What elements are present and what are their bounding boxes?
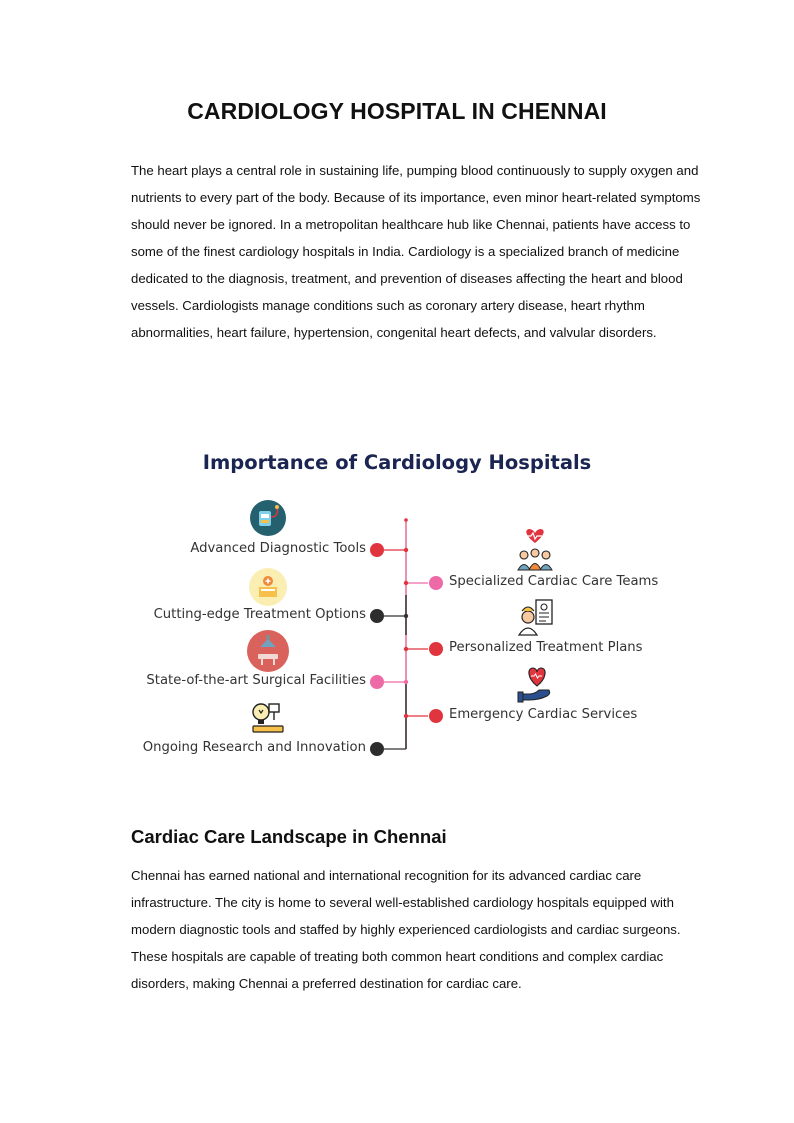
item-label-emergency: Emergency Cardiac Services (449, 707, 638, 722)
timeline-dot (429, 576, 443, 590)
item-label-care-teams: Specialized Cardiac Care Teams (449, 574, 659, 589)
surgical-lamp-icon (246, 629, 290, 678)
heart-in-hand-icon (517, 664, 555, 709)
treatment-plan-icon (516, 597, 556, 642)
item-label-diagnostic: Advanced Diagnostic Tools (190, 541, 366, 556)
infographic-title: Importance of Cardiology Hospitals (202, 451, 592, 474)
timeline-dot (429, 642, 443, 656)
section-paragraph: Chennai has earned national and international recognition for its advanced cardiac care infrastructure. The city is home to several well-established cardiology hospitals equipped with modern diagnostic tools and staffed by highly experienced cardiologists and cardiac surgeons. These hospitals are capable of treating both common heart conditions and complex cardiac disorders, making Chennai a preferred destination for cardiac care. (131, 868, 681, 991)
care-team-icon (516, 529, 554, 576)
timeline-dot (370, 742, 384, 756)
timeline-dot (370, 609, 384, 623)
timeline-dot (370, 543, 384, 557)
timeline-dot (429, 709, 443, 723)
item-label-treatment-plans: Personalized Treatment Plans (449, 640, 643, 655)
importance-infographic (0, 440, 794, 780)
research-lightbulb-icon (249, 698, 287, 741)
timeline-dot (370, 675, 384, 689)
diagnostic-device-icon (249, 499, 287, 542)
treatment-box-icon (248, 567, 288, 612)
section-heading: Cardiac Care Landscape in Chennai (131, 826, 447, 847)
intro-paragraph: The heart plays a central role in sustaining life, pumping blood continuously to supply oxygen and nutrients to every part of the body. Because of its importance, even minor heart-related symptoms should never be ignored. In a metropolitan healthcare hub like Chennai, patients have access to some of the finest cardiology hospitals in India. Cardiology is a specialized branch of medicine dedicated to the diagnosis, treatment, and prevention of diseases affecting the heart and blood vessels. Cardiologists manage conditions such as coronary artery disease, heart rhythm abnormalities, heart failure, hypertension, congenital heart defects, and valvular disorders. (131, 163, 701, 340)
item-label-research: Ongoing Research and Innovation (142, 740, 366, 755)
page-title: CARDIOLOGY HOSPITAL IN CHENNAI (187, 98, 607, 124)
item-label-surgical: State-of-the-art Surgical Facilities (146, 673, 366, 688)
item-label-treatment: Cutting-edge Treatment Options (153, 607, 366, 622)
